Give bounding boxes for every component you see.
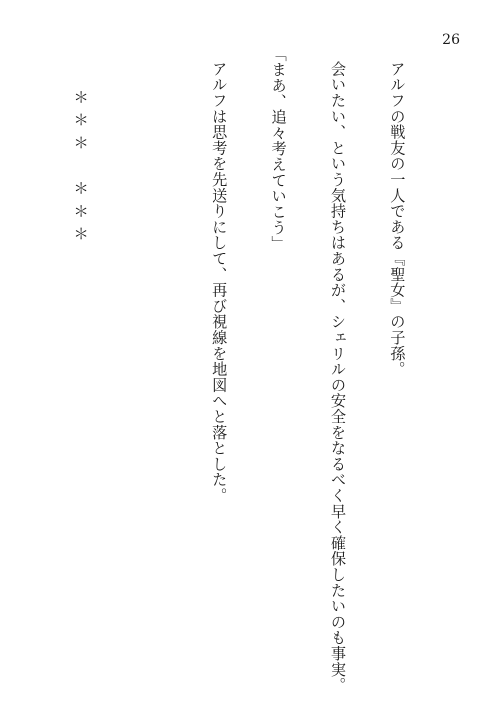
text-line: アルフは思考を先送りにして、再び視線を地図へと落とした。 xyxy=(210,61,229,504)
page-number: 26 xyxy=(442,32,460,48)
section-separator: ＊＊＊ ＊＊＊ xyxy=(71,88,90,249)
text-line: アルフの戦友の一人である『聖女』の子孫。 xyxy=(388,61,407,378)
body-text xyxy=(0,46,446,694)
text-line: 「まあ、追々考えていこう」 xyxy=(269,46,288,252)
text-line: 会いたい、という気持ちはあるが、シェリルの安全をなるべく早く確保したいのも事実。 xyxy=(329,61,348,694)
